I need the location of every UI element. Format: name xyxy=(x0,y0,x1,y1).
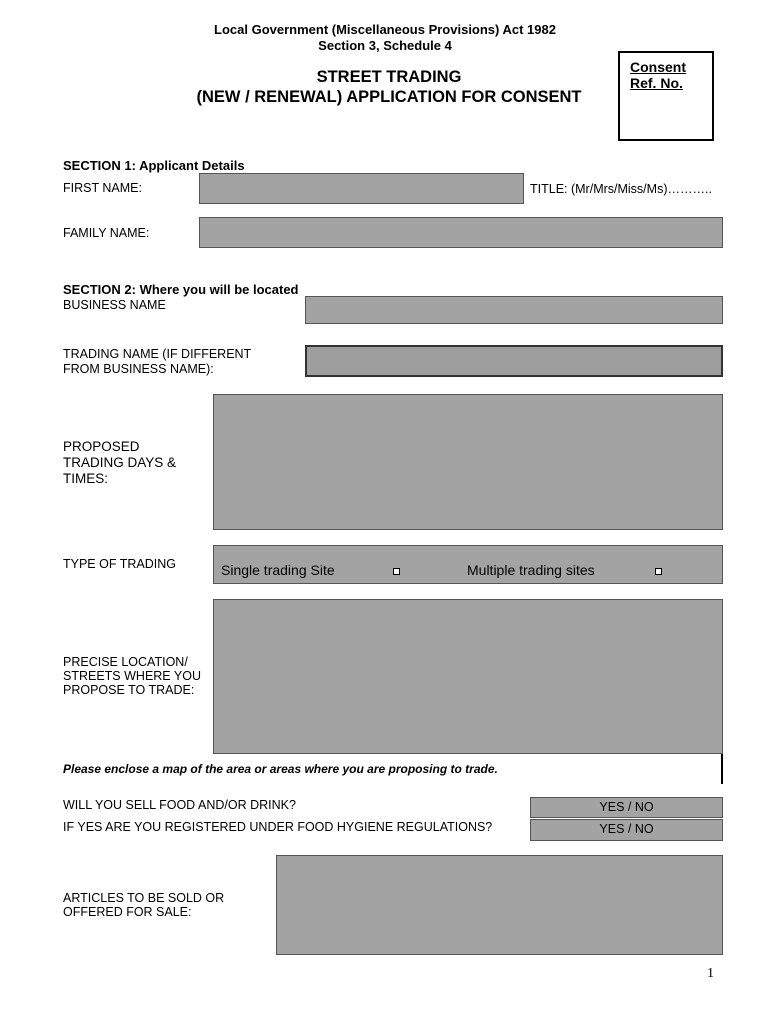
hygiene-question: IF YES ARE YOU REGISTERED UNDER FOOD HYGIENE REGULATIONS? xyxy=(63,820,493,834)
type-of-trading-label: TYPE OF TRADING xyxy=(63,557,176,571)
title-label[interactable]: TITLE: (Mr/Mrs/Miss/Ms)……….. xyxy=(530,182,712,196)
section2-heading: SECTION 2: Where you will be located xyxy=(63,282,299,297)
hygiene-answer-field[interactable]: YES / NO xyxy=(530,819,723,841)
trading-days-field[interactable] xyxy=(213,394,723,530)
map-note: Please enclose a map of the area or areas where you are proposing to trade. xyxy=(63,762,498,776)
trading-days-label-line3: TIMES: xyxy=(63,471,109,486)
consent-ref-box xyxy=(618,51,714,141)
location-label-line2: STREETS WHERE YOU xyxy=(63,669,201,683)
food-answer-field[interactable]: YES / NO xyxy=(530,797,723,818)
section1-heading: SECTION 1: Applicant Details xyxy=(63,158,245,173)
family-name-field[interactable] xyxy=(199,217,723,248)
articles-label-line2: OFFERED FOR SALE: xyxy=(63,905,192,919)
food-question: WILL YOU SELL FOOD AND/OR DRINK? xyxy=(63,798,296,812)
family-name-label: FAMILY NAME: xyxy=(63,226,150,240)
form-title-line1: STREET TRADING xyxy=(316,68,462,86)
business-name-label: BUSINESS NAME xyxy=(63,298,166,312)
first-name-field[interactable] xyxy=(199,173,524,204)
form-title-line2: (NEW / RENEWAL) APPLICATION FOR CONSENT xyxy=(196,88,582,106)
trading-name-field[interactable] xyxy=(305,345,723,377)
trading-days-label-line2: TRADING DAYS & xyxy=(63,455,177,470)
location-label-line3: PROPOSE TO TRADE: xyxy=(63,683,195,697)
multiple-sites-option-label: Multiple trading sites xyxy=(467,562,595,578)
multiple-sites-checkbox[interactable] xyxy=(655,568,662,575)
business-name-field[interactable] xyxy=(305,296,723,324)
trading-name-label-line2: FROM BUSINESS NAME): xyxy=(63,362,214,376)
map-note-divider xyxy=(721,754,723,784)
location-label-line1: PRECISE LOCATION/ xyxy=(63,655,188,669)
single-site-checkbox[interactable] xyxy=(393,568,400,575)
articles-field[interactable] xyxy=(276,855,723,955)
schedule-heading: Section 3, Schedule 4 xyxy=(318,38,452,53)
single-site-option-label: Single trading Site xyxy=(221,562,335,578)
consent-label: Consent xyxy=(630,59,686,75)
trading-name-label-line1: TRADING NAME (IF DIFFERENT xyxy=(63,347,252,361)
act-heading: Local Government (Miscellaneous Provisions) Act 1982 xyxy=(214,22,556,37)
articles-label-line1: ARTICLES TO BE SOLD OR xyxy=(63,891,225,905)
type-of-trading-box xyxy=(213,545,723,584)
first-name-label: FIRST NAME: xyxy=(63,181,142,195)
ref-no-label: Ref. No. xyxy=(630,75,683,91)
page-number: 1 xyxy=(707,966,714,981)
trading-days-label-line1: PROPOSED xyxy=(63,439,140,454)
location-field[interactable] xyxy=(213,599,723,754)
